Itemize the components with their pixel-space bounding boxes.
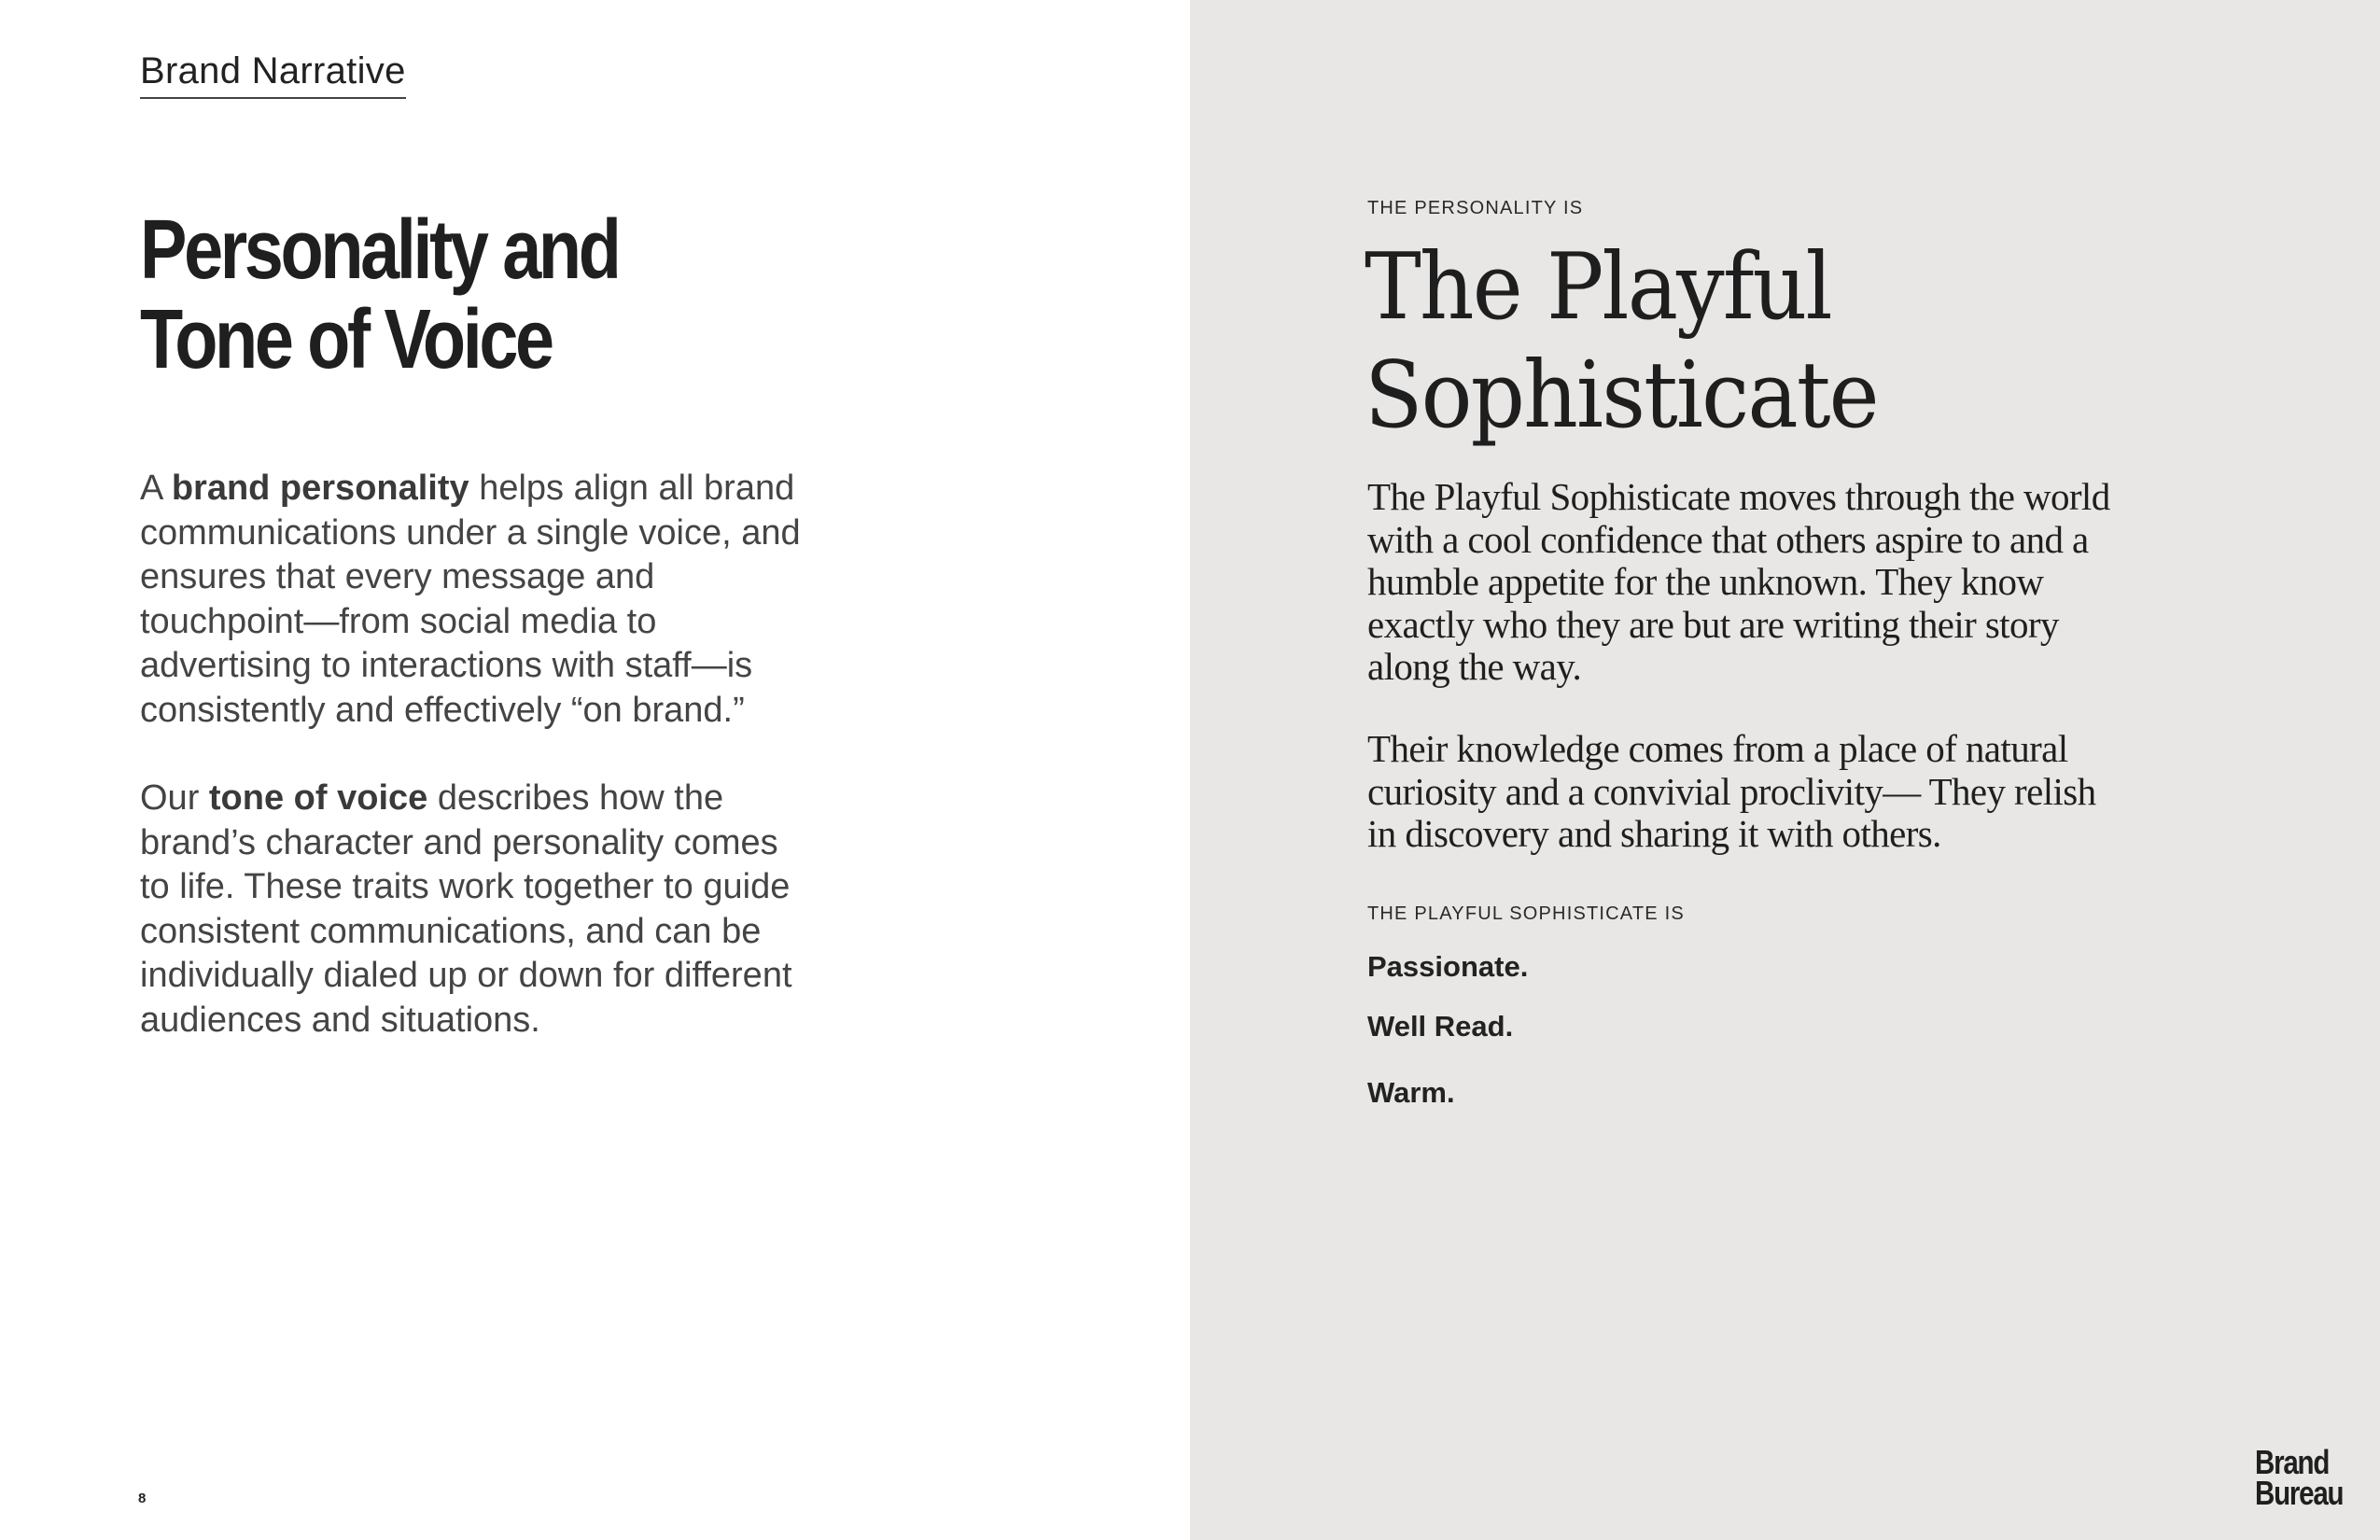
logo-line-2: Bureau bbox=[2255, 1474, 2344, 1512]
trait-item: Warm. bbox=[1367, 1076, 1455, 1109]
trait-item: Well Read. bbox=[1367, 1010, 1514, 1043]
personality-eyebrow: THE PERSONALITY IS bbox=[1367, 198, 1584, 218]
page-number: 8 bbox=[138, 1491, 147, 1506]
page-title-line-2: Tone of Voice bbox=[140, 293, 552, 386]
personality-knowledge: Their knowledge comes from a place of natural curiosity and a convivial proclivity— They relish in discovery and sharing it with others. bbox=[1367, 727, 2096, 855]
paragraph-prefix: A bbox=[140, 469, 172, 508]
paragraph-prefix: Our bbox=[140, 778, 209, 818]
page-title bbox=[140, 205, 689, 385]
tone-of-voice-paragraph bbox=[140, 777, 812, 1043]
tone-of-voice-term: tone of voice bbox=[208, 778, 428, 818]
personality-title-line-2: Sophisticate bbox=[1365, 343, 1878, 449]
brand-personality-term: brand personality bbox=[171, 469, 469, 508]
personality-description: The Playful Sophisticate moves through the world with a cool confidence that others aspire to and a humble appetite for the unknown. They know exactly who they are but are writing their story along the way. bbox=[1367, 475, 2110, 688]
trait-item: Passionate. bbox=[1367, 950, 1529, 983]
brand-personality-paragraph bbox=[140, 467, 812, 733]
traits-eyebrow: THE PLAYFUL SOPHISTICATE IS bbox=[1367, 903, 1685, 924]
section-label: Brand Narrative bbox=[140, 49, 406, 99]
paragraph-body: helps align all brand communications under a single voice, and ensures that every message and touchpoint—from social media to advertising to interactions with staff—is consistently and effectively “on brand.” bbox=[140, 469, 801, 730]
brand-bureau-logo bbox=[2255, 1443, 2344, 1512]
paragraph-body: describes how the brand’s character and personality comes to life. These traits work together to guide consistent communications, and can be individually dialed up or down for different audiences and situations. bbox=[140, 778, 792, 1040]
personality-title bbox=[1365, 233, 1878, 450]
logo-line-1: Brand bbox=[2255, 1443, 2330, 1481]
personality-title-line-1: The Playful bbox=[1365, 234, 1831, 341]
page-title-line-1: Personality and bbox=[140, 203, 619, 297]
